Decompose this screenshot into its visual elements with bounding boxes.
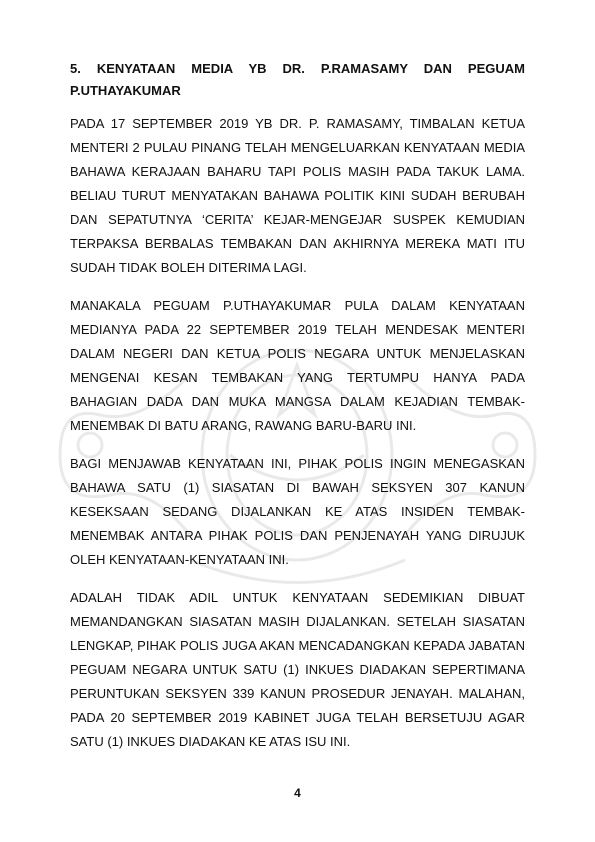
paragraph-2: MANAKALA PEGUAM P.UTHAYAKUMAR PULA DALAM KENYATAAN MEDIANYA PADA 22 SEPTEMBER 2019 TELAH MENDESAK MENTERI DALAM NEGERI DAN KETUA POLIS NEGARA UNTUK MENJELASKAN MENGENAI KESAN TEMBAKAN YANG TERTUMPU HANYA PADA BAHAGIAN DADA DAN MUKA MANGSA DALAM KEJADIAN TEMBAK-MENEMBAK DI BATU ARANG, RAWANG BARU-BARU INI. bbox=[70, 298, 525, 433]
section-heading: 5. KENYATAAN MEDIA YB DR. P.RAMASAMY DAN PEGUAM P.UTHAYAKUMAR bbox=[70, 61, 525, 98]
paragraph-4: ADALAH TIDAK ADIL UNTUK KENYATAAN SEDEMIKIAN DIBUAT MEMANDANGKAN SIASATAN MASIH DIJALANKAN. SETELAH SIASATAN LENGKAP, PIHAK POLIS JUGA AKAN MENCADANGKAN KEPADA JABATAN PEGUAM NEGARA UNTUK SATU (1) INKUES DIADAKAN SEPERTIMANA PERUNTUKAN SEKSYEN 339 KANUN PROSEDUR JENAYAH. MALAHAN, PADA 20 SEPTEMBER 2019 KABINET JUGA TELAH BERSETUJU AGAR SATU (1) INKUES DIADAKAN KE ATAS ISU INI. bbox=[70, 590, 525, 749]
paragraph-3: BAGI MENJAWAB KENYATAAN INI, PIHAK POLIS INGIN MENEGASKAN BAHAWA SATU (1) SIASATAN DI BAWAH SEKSYEN 307 KANUN KESEKSAAN SEDANG DIJALANKAN KE ATAS INSIDEN TEMBAK-MENEMBAK ANTARA PIHAK POLIS DAN PENJENAYAH YANG DIRUJUK OLEH KENYATAAN-KENYATAAN INI. bbox=[70, 456, 525, 567]
paragraph-1: PADA 17 SEPTEMBER 2019 YB DR. P. RAMASAMY, TIMBALAN KETUA MENTERI 2 PULAU PINANG TELAH MENGELUARKAN KENYATAAN MEDIA BAHAWA KERAJAAN BAHARU TAPI POLIS MASIH PADA TAKUK LAMA. BELIAU TURUT MENYATAKAN BAHAWA POLITIK KINI SUDAH BERUBAH DAN SEPATUTNYA ‘CERITA’ KEJAR-MENGEJAR SUSPEK KEMUDIAN TERPAKSA BERBALAS TEMBAKAN DAN AKHIRNYA MEREKA MATI ITU SUDAH TIDAK BOLEH DITERIMA LAGI. bbox=[70, 116, 525, 275]
page-number: 4 bbox=[294, 786, 301, 800]
document-body bbox=[70, 58, 525, 768]
